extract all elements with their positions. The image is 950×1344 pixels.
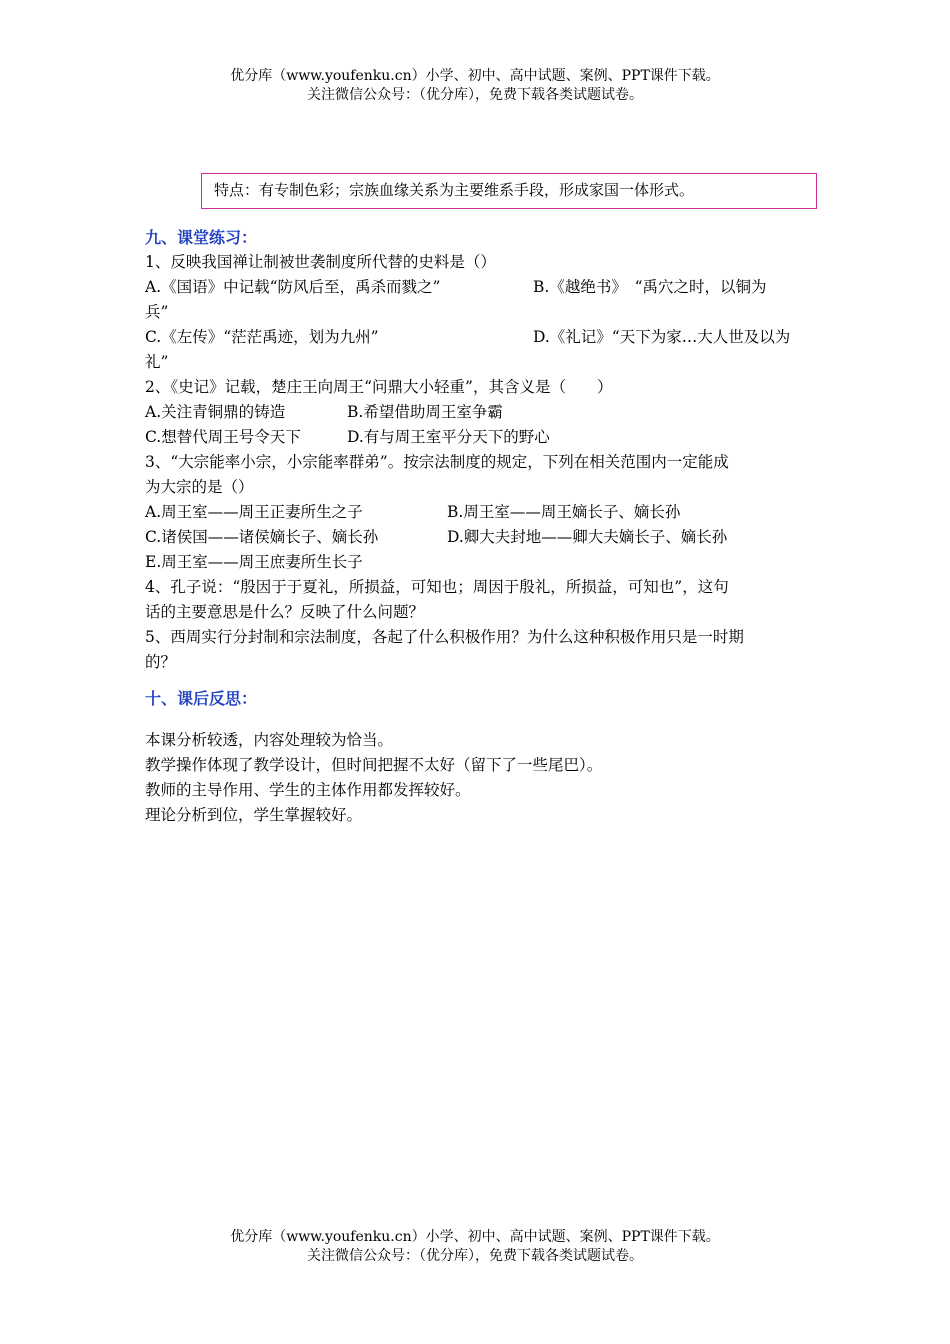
q2-options-ab xyxy=(145,400,815,425)
q2-option-b: B.希望借助周王室争霸 xyxy=(347,403,503,421)
page-header xyxy=(0,67,950,105)
characteristics-note-box xyxy=(201,173,817,209)
section-10-title: 十、课后反思： xyxy=(145,689,258,708)
q2-options-cd xyxy=(145,425,815,450)
q4-line-2: 话的主要意思是什么？反映了什么问题？ xyxy=(145,603,425,621)
q1-option-d-wrap: 礼” xyxy=(145,353,169,371)
q1-stem: 1、反映我国禅让制被世袭制度所代替的史料是（） xyxy=(145,253,496,271)
page-footer xyxy=(0,1228,950,1266)
document-body xyxy=(145,225,815,828)
reflection-line-3: 教师的主导作用、学生的主体作用都发挥较好。 xyxy=(145,781,471,799)
q1-option-b-wrap: 兵” xyxy=(145,303,169,321)
note-text: 特点：有专制色彩；宗族血缘关系为主要维系手段，形成家国一体形式。 xyxy=(214,181,695,199)
q1-options-cd xyxy=(145,325,815,350)
q1-option-b: B.《越绝书》 “禹穴之时，以铜为 xyxy=(533,278,767,296)
q1-option-d: D.《礼记》“天下为家…大人世及以为 xyxy=(533,328,791,346)
q4-line-1: 4、孔子说：“殷因于于夏礼，所损益，可知也；周因于殷礼，所损益，可知也”，这句 xyxy=(145,578,729,596)
q2-option-d: D.有与周王室平分天下的野心 xyxy=(347,428,550,446)
q1-option-a: A.《国语》中记载“防风后至，禹杀而戮之” xyxy=(145,278,441,296)
q1-options-ab xyxy=(145,275,815,300)
section-9-title: 九、课堂练习： xyxy=(145,228,258,247)
q3-option-d: D.卿大夫封地——卿大夫嫡长子、嫡长孙 xyxy=(447,528,728,546)
reflection-line-2: 教学操作体现了教学设计，但时间把握不太好（留下了一些尾巴）。 xyxy=(145,756,603,774)
q3-option-c: C.诸侯国——诸侯嫡长子、嫡长孙 xyxy=(145,528,379,546)
reflection-line-4: 理论分析到位，学生掌握较好。 xyxy=(145,806,363,824)
q5-line-2: 的？ xyxy=(145,653,177,671)
q2-option-c: C.想替代周王号令天下 xyxy=(145,428,301,446)
header-line-2: 关注微信公众号：（优分库），免费下载各类试题试卷。 xyxy=(307,87,643,103)
q2-option-a: A.关注青铜鼎的铸造 xyxy=(145,403,286,421)
header-line-1: 优分库（www.youfenku.cn）小学、初中、高中试题、案例、PPT课件下载。 xyxy=(230,68,720,84)
footer-line-1: 优分库（www.youfenku.cn）小学、初中、高中试题、案例、PPT课件下载。 xyxy=(230,1229,720,1245)
q3-options-ab xyxy=(145,500,815,525)
q1-option-c: C.《左传》“茫茫禹迹，划为九州” xyxy=(145,328,379,346)
q3-stem-line-1: 3、“大宗能率小宗，小宗能率群弟”。按宗法制度的规定，下列在相关范围内一定能成 xyxy=(145,453,729,471)
q3-option-b: B.周王室——周王嫡长子、嫡长孙 xyxy=(447,503,681,521)
footer-line-2: 关注微信公众号：（优分库），免费下载各类试题试卷。 xyxy=(307,1248,643,1264)
q3-option-a: A.周王室——周王正妻所生之子 xyxy=(145,503,363,521)
q3-option-e: E.周王室——周王庶妻所生长子 xyxy=(145,553,363,571)
q2-stem: 2、《史记》记载，楚庄王向周王“问鼎大小轻重”，其含义是（ ） xyxy=(145,378,613,396)
q3-options-cd xyxy=(145,525,815,550)
reflection-line-1: 本课分析较透，内容处理较为恰当。 xyxy=(145,731,394,749)
q3-stem-line-2: 为大宗的是（） xyxy=(145,478,254,496)
q5-line-1: 5、西周实行分封制和宗法制度，各起了什么积极作用？为什么这种积极作用只是一时期 xyxy=(145,628,744,646)
